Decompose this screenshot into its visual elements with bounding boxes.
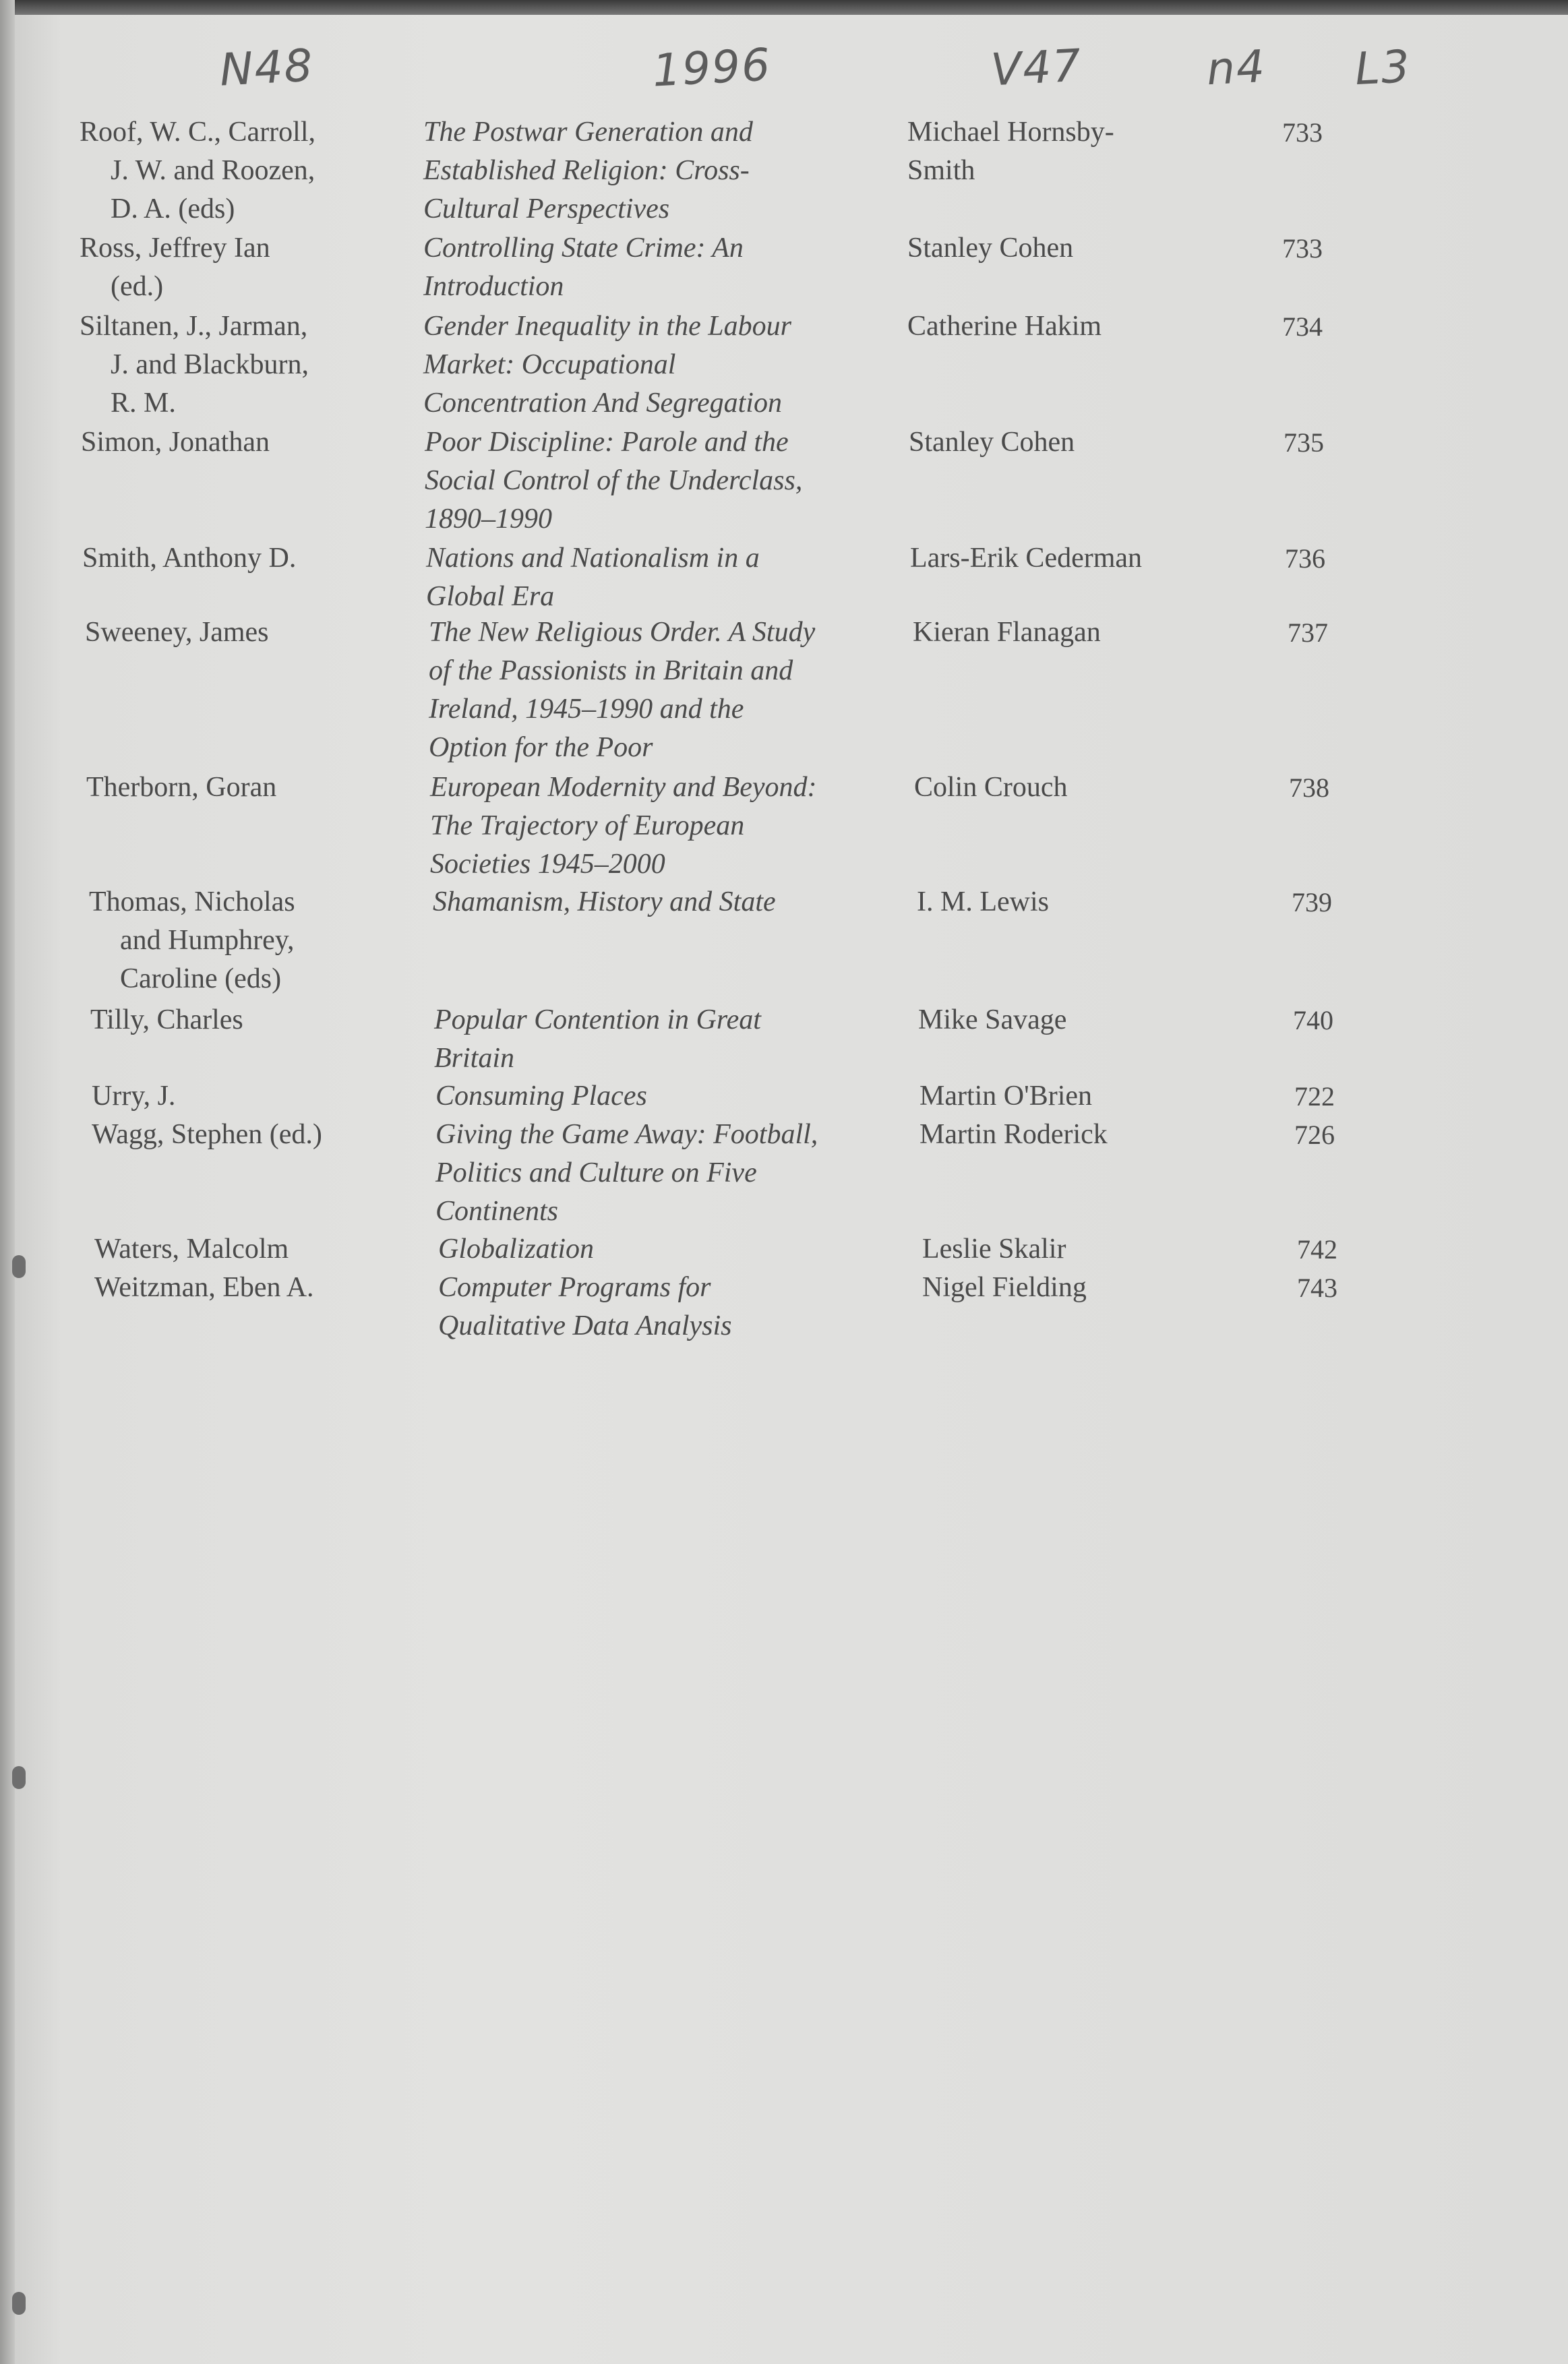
book-title-line: Poor Discipline: Parole and the [425, 427, 789, 458]
page-number [1263, 539, 1325, 578]
book-title-line: Established Religion: Cross- [423, 155, 750, 186]
handwritten-note-shelf: L3 [1354, 40, 1412, 96]
page-number [1267, 768, 1329, 807]
handwritten-note-year: 1996 [651, 38, 773, 97]
page-number-line: 736 [1285, 543, 1325, 574]
book-title [435, 1116, 907, 1231]
handwritten-note-issue: N48 [218, 39, 315, 96]
book-author [85, 613, 402, 652]
reviewer-name-line: Kieran Flanagan [913, 617, 1101, 648]
book-title-line: The Trajectory of European [430, 810, 745, 841]
page-number [1261, 229, 1323, 268]
reviewer-name [907, 229, 1231, 268]
reviewer-name-line: Mike Savage [918, 1004, 1067, 1035]
book-title-line: Option for the Poor [429, 732, 653, 763]
page-number-line: 734 [1282, 311, 1323, 342]
page-number-line: 743 [1297, 1273, 1337, 1303]
book-title-line: Global Era [426, 581, 555, 612]
book-title-line: Social Control of the Underclass, [425, 465, 803, 496]
reviewer-name-line: Leslie Skalir [922, 1234, 1066, 1265]
book-title-line: of the Passionists in Britain and [429, 655, 793, 686]
book-title [425, 423, 897, 539]
book-author-line: Wagg, Stephen (ed.) [92, 1119, 322, 1150]
reviewer-name [914, 768, 1238, 807]
book-title-line: Societies 1945–2000 [430, 849, 665, 880]
page-number-line: 742 [1297, 1234, 1337, 1265]
handwritten-note-number: n4 [1205, 40, 1267, 96]
reviewer-name-line: Lars-Erik Cederman [910, 543, 1143, 574]
page-number-line: 739 [1292, 887, 1332, 917]
book-title [423, 113, 895, 229]
reviewer-name [909, 423, 1232, 462]
book-author-line: Siltanen, J., Jarman, [80, 311, 308, 342]
page-number [1266, 613, 1328, 652]
book-author-line: Sweeney, James [85, 617, 269, 648]
reviewer-name [910, 539, 1234, 578]
book-title-line: Introduction [423, 271, 564, 302]
handwritten-note-volume: V47 [990, 39, 1084, 96]
reviewer-name [919, 1077, 1243, 1116]
page-number-line: 737 [1288, 617, 1328, 648]
book-title [438, 1230, 910, 1269]
book-author [92, 1116, 409, 1154]
book-author [94, 1269, 411, 1307]
reviewer-name-line: I. M. Lewis [917, 886, 1049, 917]
reviewer-name-line: Nigel Fielding [922, 1272, 1087, 1303]
reviewer-name-line: Smith [907, 155, 975, 186]
book-author [80, 307, 396, 423]
page-number [1270, 883, 1332, 921]
book-title-line: Consuming Places [435, 1081, 647, 1112]
book-title-line: Britain [434, 1043, 515, 1074]
book-author-line: Ross, Jeffrey Ian [80, 233, 270, 264]
book-author [92, 1077, 409, 1116]
page-number [1273, 1116, 1335, 1154]
reviewer-name-line: Martin O'Brien [919, 1081, 1093, 1112]
page-number-line: 726 [1294, 1120, 1335, 1150]
book-title-line: Giving the Game Away: Football, [435, 1119, 818, 1150]
book-author [90, 1001, 407, 1039]
book-author-line: Tilly, Charles [90, 1004, 243, 1035]
book-author [80, 229, 396, 306]
book-author [81, 423, 398, 462]
book-author-line: Simon, Jonathan [81, 427, 270, 458]
book-author-line: Therborn, Goran [86, 772, 277, 803]
reviewer-name [913, 613, 1236, 652]
book-author-line: Roof, W. C., Carroll, [80, 117, 316, 148]
reviewer-name [922, 1230, 1246, 1269]
book-title-line: Gender Inequality in the Labour [423, 311, 791, 342]
book-title [434, 1001, 906, 1078]
page-number [1261, 307, 1323, 346]
page-number-line: 733 [1282, 233, 1323, 264]
book-author-line: J. W. and Roozen, [111, 155, 315, 186]
reviewer-name [917, 883, 1240, 921]
book-author-line: Urry, J. [92, 1081, 176, 1112]
reviewer-name [907, 113, 1231, 190]
book-title [426, 539, 898, 616]
reviewer-name-line: Stanley Cohen [909, 427, 1075, 458]
book-title [429, 613, 901, 767]
book-title-line: Continents [435, 1196, 559, 1227]
book-author-line: D. A. (eds) [111, 193, 235, 224]
page-number [1271, 1001, 1333, 1039]
book-title-line: Popular Contention in Great [434, 1004, 761, 1035]
book-title-line: Qualitative Data Analysis [438, 1310, 732, 1341]
page-number [1275, 1269, 1337, 1307]
reviewer-name-line: Colin Crouch [914, 772, 1068, 803]
book-title [423, 307, 895, 423]
reviewer-name-line: Stanley Cohen [907, 233, 1074, 264]
book-title-line: 1890–1990 [425, 504, 552, 535]
book-author-line: R. M. [111, 388, 176, 419]
book-author [94, 1230, 411, 1269]
book-title-line: The Postwar Generation and [423, 117, 753, 148]
book-title [430, 768, 902, 884]
book-author-line: Waters, Malcolm [94, 1234, 289, 1265]
book-title-line: Controlling State Crime: An [423, 233, 744, 264]
book-title [438, 1269, 910, 1345]
page-number-line: 733 [1282, 117, 1323, 148]
book-title-line: Shamanism, History and State [433, 886, 776, 917]
book-title-line: Nations and Nationalism in a [426, 543, 760, 574]
reviewer-name [919, 1116, 1243, 1154]
reviewer-name [907, 307, 1231, 346]
book-title-line: European Modernity and Beyond: [430, 772, 817, 803]
book-author-line: Weitzman, Eben A. [94, 1272, 314, 1303]
book-title [433, 883, 905, 921]
book-title-line: Concentration And Segregation [423, 388, 782, 419]
reviewer-name [918, 1001, 1242, 1039]
book-title-line: Market: Occupational [423, 349, 676, 380]
book-title-line: Globalization [438, 1234, 595, 1265]
page-number-line: 738 [1289, 772, 1329, 803]
book-title-line: Politics and Culture on Five [435, 1157, 757, 1188]
book-author-line: Caroline (eds) [120, 963, 282, 994]
book-title [423, 229, 895, 306]
reviewer-name-line: Martin Roderick [919, 1119, 1108, 1150]
page-number [1262, 423, 1324, 462]
book-author [89, 883, 406, 998]
book-author-line: and Humphrey, [120, 925, 295, 956]
book-author [80, 113, 396, 229]
reviewer-name [922, 1269, 1246, 1307]
page-number-line: 735 [1284, 427, 1324, 458]
book-author [86, 768, 403, 807]
page-number [1261, 113, 1323, 152]
book-author-line: J. and Blackburn, [111, 349, 309, 380]
page-number [1275, 1230, 1337, 1269]
reviewer-name-line: Michael Hornsby- [907, 117, 1114, 148]
page-number [1273, 1077, 1335, 1116]
book-author-line: Thomas, Nicholas [89, 886, 295, 917]
book-title-line: The New Religious Order. A Study [429, 617, 816, 648]
book-title-line: Computer Programs for [438, 1272, 711, 1303]
book-title-line: Cultural Perspectives [423, 193, 670, 224]
book-title-line: Ireland, 1945–1990 and the [429, 694, 744, 725]
book-author-line: (ed.) [111, 271, 164, 302]
page-number-line: 722 [1294, 1081, 1335, 1112]
page-number-line: 740 [1293, 1005, 1333, 1035]
reviewer-name-line: Catherine Hakim [907, 311, 1102, 342]
book-author [82, 539, 399, 578]
book-author-line: Smith, Anthony D. [82, 543, 297, 574]
book-title [435, 1077, 907, 1116]
